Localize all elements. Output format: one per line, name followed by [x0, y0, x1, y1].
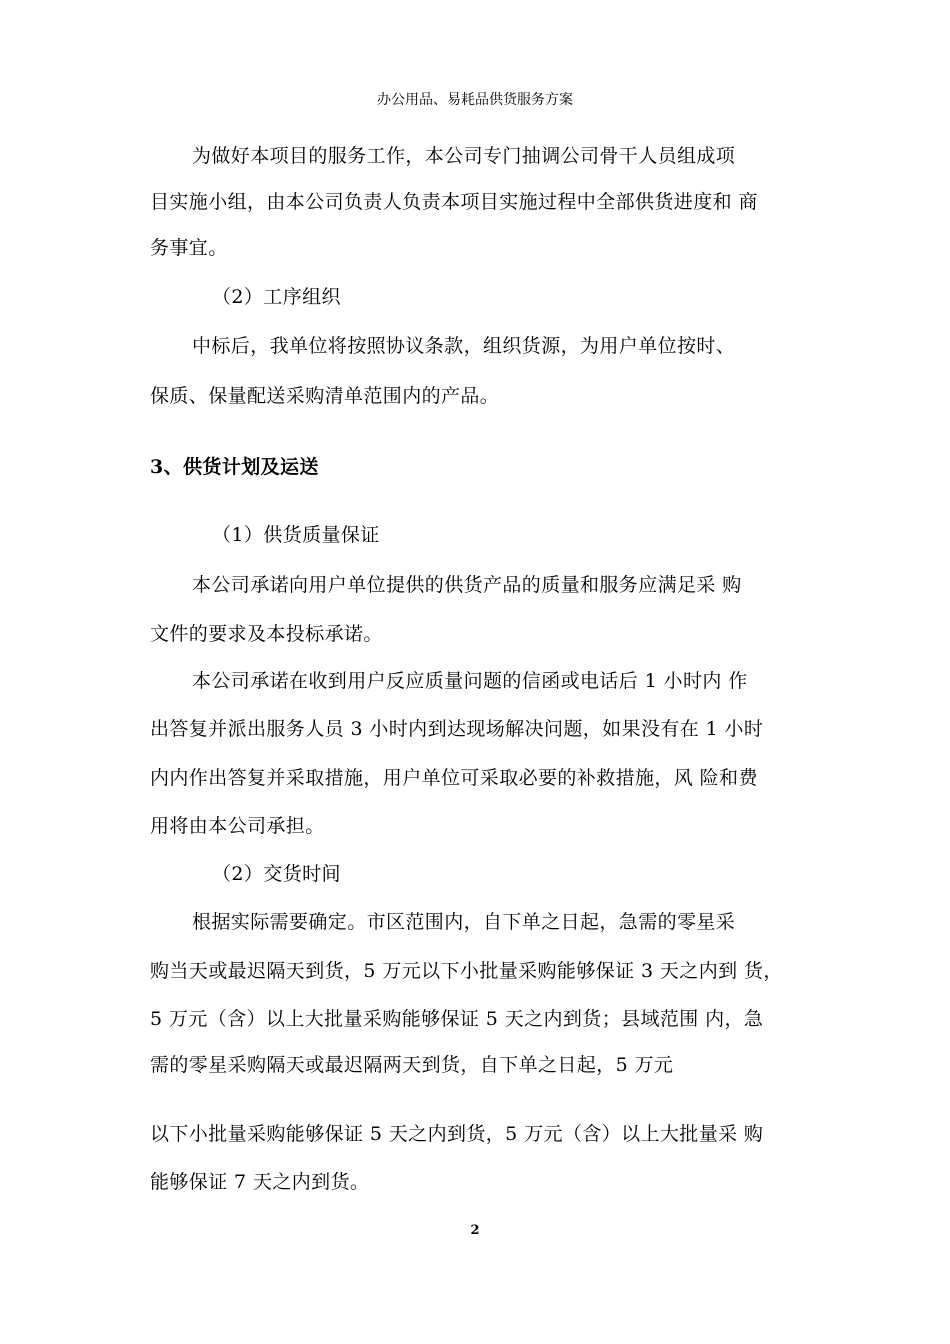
- subheading-quality: （1）供货质量保证: [212, 524, 380, 546]
- subheading-delivery-time: （2）交货时间: [212, 863, 341, 885]
- subheading-process: （2）工序组织: [212, 286, 341, 308]
- body-line: 内内作出答复并采取措施，用户单位可采取必要的补救措施，风 险和费: [150, 767, 758, 789]
- body-line: 以下小批量采购能够保证 5 天之内到货，5 万元（含）以上大批量采 购: [150, 1123, 764, 1145]
- body-line: 购当天或最迟隔天到货，5 万元以下小批量采购能够保证 3 天之内到 货，: [150, 960, 783, 982]
- section-number: 3: [150, 456, 164, 478]
- page-number: 2: [470, 1223, 480, 1238]
- body-line: 出答复并派出服务人员 3 小时内到达现场解决问题，如果没有在 1 小时: [150, 718, 764, 740]
- body-line: 中标后，我单位将按照协议条款，组织货源，为用户单位按时、: [192, 335, 736, 357]
- body-line: 用将由本公司承担。: [150, 815, 325, 837]
- body-line: 根据实际需要确定。市区范围内，自下单之日起，急需的零星采: [192, 911, 736, 933]
- body-line: 本公司承诺在收到用户反应质量问题的信函或电话后 1 小时内 作: [192, 670, 748, 692]
- section-title: 、供货计划及运送: [163, 456, 319, 478]
- body-line: 需的零星采购隔天或最迟隔两天到货，自下单之日起，5 万元: [150, 1054, 674, 1076]
- body-line: 目实施小组，由本公司负责人负责本项目实施过程中全部供货进度和 商: [150, 191, 758, 213]
- page-header: 办公用品、易耗品供货服务方案: [377, 92, 573, 108]
- body-line: 务事宜。: [150, 237, 228, 259]
- body-line: 为做好本项目的服务工作，本公司专门抽调公司骨干人员组成项: [192, 145, 736, 167]
- body-line: 文件的要求及本投标承诺。: [150, 623, 383, 645]
- body-line: 5 万元（含）以上大批量采购能够保证 5 天之内到货；县域范围 内，急: [150, 1008, 764, 1030]
- body-line: 本公司承诺向用户单位提供的供货产品的质量和服务应满足采 购: [192, 574, 742, 596]
- body-line: 能够保证 7 天之内到货。: [150, 1171, 370, 1193]
- body-line: 保质、保量配送采购清单范围内的产品。: [150, 385, 500, 407]
- section-heading: [150, 453, 319, 481]
